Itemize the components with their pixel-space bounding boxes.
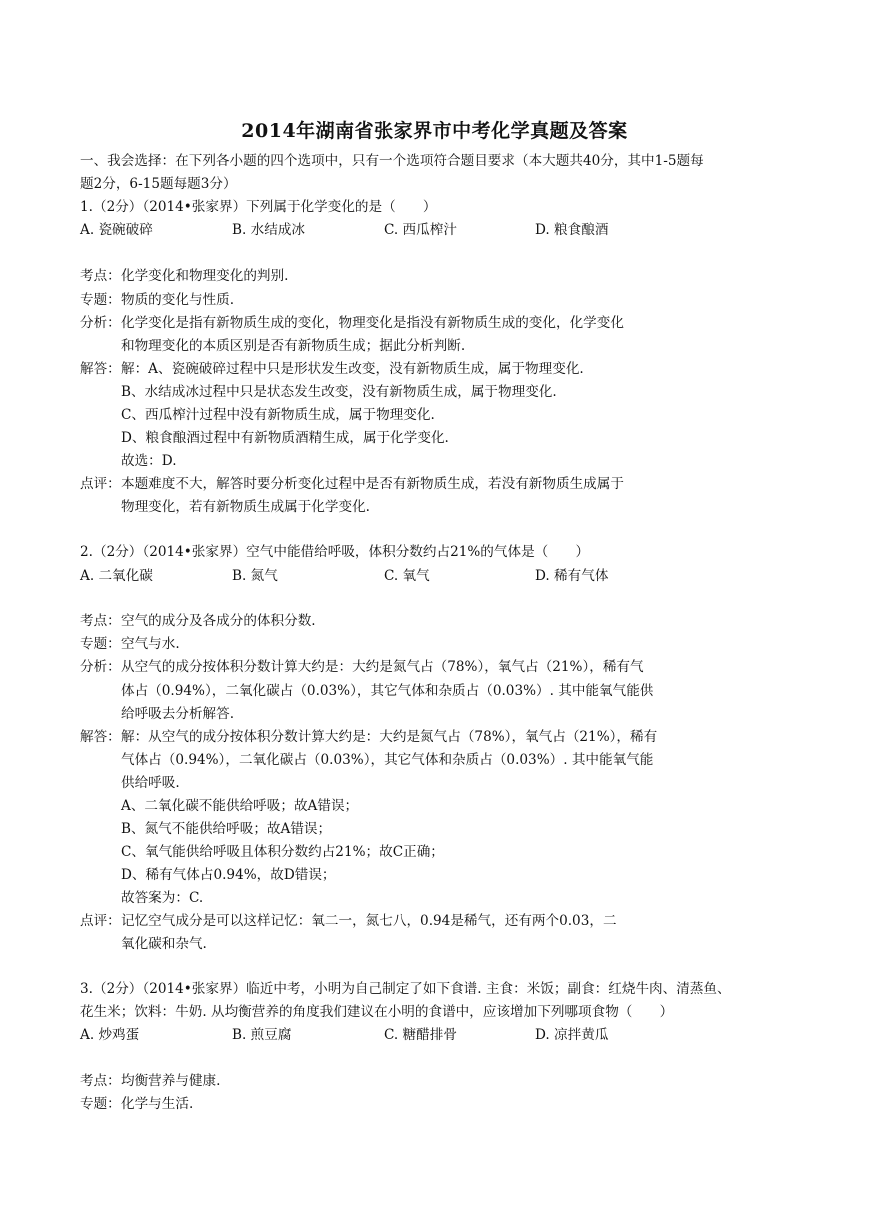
q2-stem: 2.（2分）（2014•张家界）空气中能借给呼吸，体积分数约占21%的气体是（ ）: [80, 544, 590, 560]
q1-jieda-line: 故选：D.: [121, 453, 177, 469]
q2-fenxi-line: 从空气的成分按体积分数计算大约是：大约是氮气占（78%），氧气占（21%），稀有气: [121, 659, 644, 675]
q2-option-d: D. 稀有气体: [535, 568, 609, 584]
q1-option-a: A. 瓷碗破碎: [80, 222, 153, 238]
q1-jieda-label: 解答：: [80, 361, 121, 377]
q2-jieda-line: D、稀有气体占0.94%，故D错误；: [121, 867, 336, 883]
section-instruction-line-2: 题2分，6-15题每题3分）: [80, 176, 237, 192]
q2-jieda-line: 故答案为：C.: [121, 890, 204, 906]
page-title: 2014年湖南省张家界市中考化学真题及答案: [241, 120, 628, 142]
q1-fenxi-line: 化学变化是指有新物质生成的变化，物理变化是指没有新物质生成的变化，化学变化: [121, 315, 624, 331]
q2-jieda-line: A、二氧化碳不能供给呼吸；故A错误；: [121, 798, 359, 814]
q2-jieda-line: 供给呼吸.: [121, 775, 180, 791]
q2-jieda-label: 解答：: [80, 729, 121, 745]
q2-dianping-line: 氧化碳和杂气.: [121, 936, 207, 952]
q2-zhuanti-label: 专题：: [80, 636, 121, 652]
q2-dianping-label: 点评：: [80, 913, 121, 929]
q2-kaodian: 空气的成分及各成分的体积分数.: [121, 613, 316, 629]
q1-kaodian-label: 考点：: [80, 268, 121, 284]
q3-zhuanti: 化学与生活.: [121, 1096, 194, 1112]
q3-kaodian: 均衡营养与健康.: [121, 1073, 221, 1089]
q1-dianping-line: 本题难度不大，解答时要分析变化过程中是否有新物质生成，若没有新物质生成属于: [121, 476, 624, 492]
q3-option-c: C. 糖醋排骨: [384, 1027, 457, 1043]
q3-kaodian-label: 考点：: [80, 1073, 121, 1089]
q2-fenxi-line: 给呼吸去分析解答.: [121, 706, 235, 722]
q2-fenxi-line: 体占（0.94%），二氧化碳占（0.03%），其它气体和杂质占（0.03%）. 其中能氧气能供: [121, 683, 654, 699]
q2-jieda-line: C、氧气能供给呼吸且体积分数约占21%；故C正确；: [121, 844, 444, 860]
q3-stem-line-1: 3.（2分）（2014•张家界）临近中考，小明为自己制定了如下食谱. 主食：米饭；副食：红烧牛肉、清蒸鱼、: [80, 981, 731, 997]
q1-option-b: B. 水结成冰: [232, 222, 306, 238]
q1-kaodian: 化学变化和物理变化的判别.: [121, 268, 289, 284]
q1-jieda-line: 解：A、瓷碗破碎过程中只是形状发生改变，没有新物质生成，属于物理变化.: [121, 361, 584, 377]
section-instruction-line-1: 一、我会选择：在下列各小题的四个选项中，只有一个选项符合题目要求（本大题共40分，其中1-5题每: [80, 153, 704, 169]
q2-option-a: A. 二氧化碳: [80, 568, 153, 584]
q3-zhuanti-label: 专题：: [80, 1096, 121, 1112]
q1-dianping-label: 点评：: [80, 476, 121, 492]
q3-option-a: A. 炒鸡蛋: [80, 1027, 140, 1043]
q2-zhuanti: 空气与水.: [121, 636, 180, 652]
q3-option-b: B. 煎豆腐: [232, 1027, 292, 1043]
q2-jieda-line: 解：从空气的成分按体积分数计算大约是：大约是氮气占（78%），氧气占（21%），稀有: [121, 729, 658, 745]
q1-dianping-line: 物理变化，若有新物质生成属于化学变化.: [121, 499, 371, 515]
q1-jieda-line: C、西瓜榨汁过程中没有新物质生成，属于物理变化.: [121, 407, 435, 423]
q3-stem-line-2: 花生米；饮料：牛奶. 从均衡营养的角度我们建议在小明的食谱中，应该增加下列哪项食物（ ）: [80, 1004, 674, 1020]
q1-stem: 1.（2分）（2014•张家界）下列属于化学变化的是（ ）: [80, 199, 437, 215]
q1-zhuanti: 物质的变化与性质.: [121, 292, 235, 308]
q1-jieda-line: B、水结成冰过程中只是状态发生改变，没有新物质生成，属于物理变化.: [121, 384, 557, 400]
q2-fenxi-label: 分析：: [80, 659, 121, 675]
q2-option-b: B. 氮气: [232, 568, 278, 584]
q1-option-c: C. 西瓜榨汁: [384, 222, 457, 238]
q2-jieda-line: 气体占（0.94%），二氧化碳占（0.03%），其它气体和杂质占（0.03%）. 其中能氧气能: [121, 752, 654, 768]
q2-dianping-line: 记忆空气成分是可以这样记忆：氧二一，氮七八，0.94是稀气，还有两个0.03，二: [121, 913, 617, 929]
q1-zhuanti-label: 专题：: [80, 292, 121, 308]
q1-fenxi-label: 分析：: [80, 315, 121, 331]
q2-kaodian-label: 考点：: [80, 613, 121, 629]
q1-option-d: D. 粮食酿酒: [535, 222, 609, 238]
q3-option-d: D. 凉拌黄瓜: [535, 1027, 609, 1043]
q1-jieda-line: D、粮食酿酒过程中有新物质酒精生成，属于化学变化.: [121, 430, 449, 446]
q2-jieda-line: B、氮气不能供给呼吸；故A错误；: [121, 821, 332, 837]
q2-option-c: C. 氧气: [384, 568, 430, 584]
q1-fenxi-line: 和物理变化的本质区别是否有新物质生成；据此分析判断.: [121, 338, 466, 354]
